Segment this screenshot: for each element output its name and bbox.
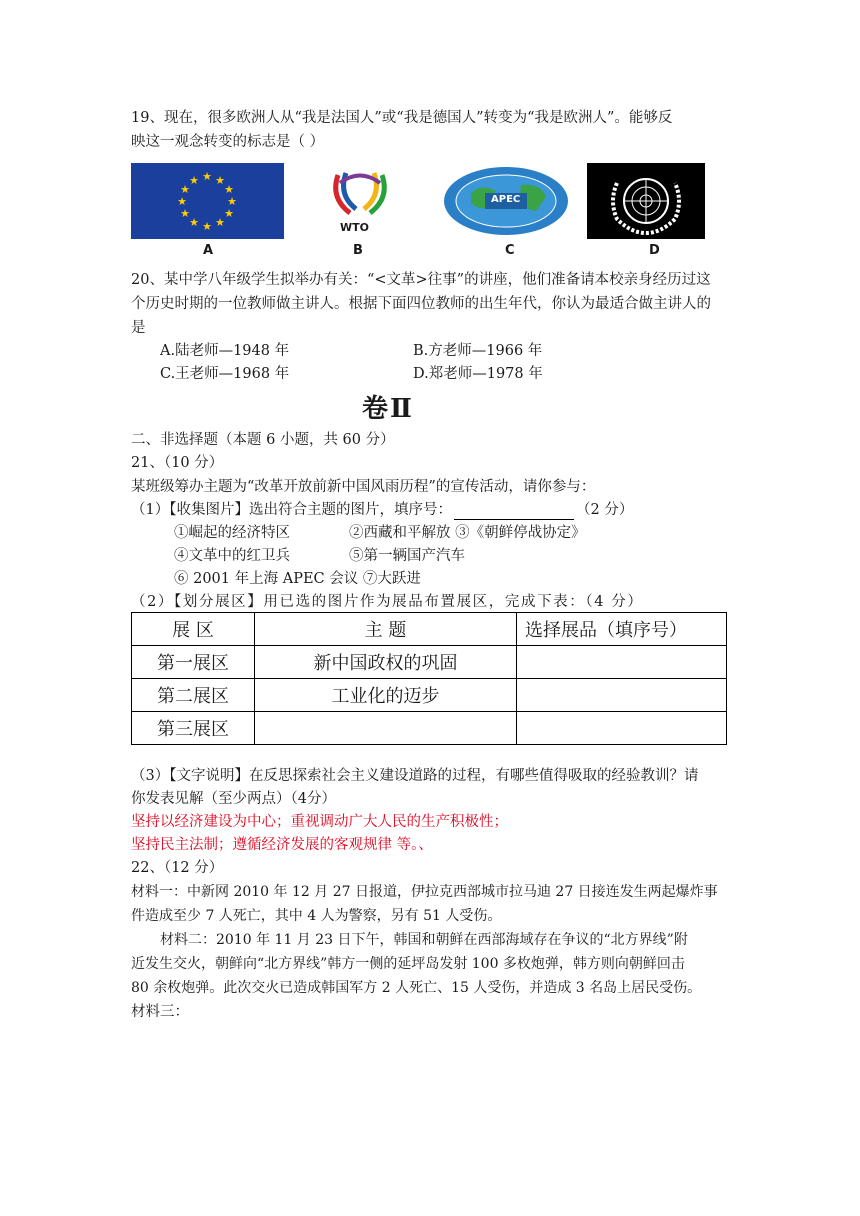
- answer-blank[interactable]: [454, 503, 574, 520]
- q21-item-5: ⑤第一辆国产汽车: [349, 548, 465, 564]
- svg-text:★: ★: [180, 207, 190, 220]
- q19-line-2: 映这一观念转变的标志是（ ）: [131, 134, 325, 150]
- q20-line-2: 个历史时期的一位教师做主讲人。根据下面四位教师的出生年代，你认为最适合做主讲人的: [131, 296, 711, 312]
- q21-item-6-7: ⑥ 2001 年上海 APEC 会议 ⑦大跃进: [174, 571, 421, 587]
- q22-material-1-line-1: 材料一：中新网 2010 年 12 月 27 日报道，伊拉克西部城市拉马迪 27 日接连发生两起爆炸事: [131, 884, 718, 900]
- option-d-caption: D: [649, 243, 660, 258]
- un-emblem-image: [587, 163, 705, 239]
- q21-item-4: ④文革中的红卫兵: [174, 548, 290, 564]
- q21-heading: 21、（10 分）: [131, 455, 224, 471]
- q22-material-3: 材料三：: [131, 1004, 189, 1020]
- wto-logo-text: WTO: [340, 221, 369, 234]
- wto-logo-image: [310, 163, 410, 239]
- eu-flag-image: [131, 163, 284, 239]
- table-answer-cell[interactable]: [517, 712, 727, 745]
- q21-part1: [131, 500, 633, 520]
- apec-logo-text: APEC: [491, 194, 521, 205]
- table-cell: 第三展区: [132, 712, 255, 745]
- svg-text:★: ★: [224, 207, 234, 220]
- q21-intro: 某班级筹办主题为“改革开放前新中国风雨历程”的宣传活动，请你参与：: [131, 479, 596, 495]
- svg-text:★: ★: [202, 220, 212, 233]
- section-header: 二、非选择题（本题 6 小题，共 60 分）: [131, 432, 395, 448]
- q22-material-1-line-2: 件造成至少 7 人死亡，其中 4 人为警察，另有 51 人受伤。: [131, 908, 502, 924]
- svg-text:★: ★: [180, 183, 190, 196]
- svg-text:★: ★: [177, 195, 187, 208]
- q21-item-1: ①崛起的经济特区: [174, 525, 290, 541]
- svg-text:★: ★: [189, 216, 199, 229]
- svg-text:★: ★: [202, 170, 212, 183]
- svg-text:★: ★: [215, 174, 225, 187]
- table-cell[interactable]: [255, 712, 517, 745]
- eu-stars-icon: [131, 163, 284, 239]
- exhibit-table: [131, 612, 727, 745]
- q21-part3-line-1: （3）【文字说明】在反思探索社会主义建设道路的过程，有哪些值得吸取的经验教训？请: [131, 768, 699, 784]
- q20-option-c: C.王老师—1968 年: [160, 366, 290, 382]
- q22-heading: 22、（12 分）: [131, 860, 224, 876]
- svg-text:★: ★: [227, 195, 237, 208]
- table-answer-cell[interactable]: [517, 646, 727, 679]
- q21-item-2-3: ②西藏和平解放 ③《朝鲜停战协定》: [349, 525, 586, 541]
- un-globe-icon: [587, 163, 705, 239]
- table-row: [132, 712, 727, 745]
- answer-line-2: 坚持民主法制；遵循经济发展的客观规律 等。、: [131, 837, 433, 853]
- option-b-caption: B: [353, 243, 363, 258]
- table-row: [132, 646, 727, 679]
- q21-part1-prompt: （1）【收集图片】选出符合主题的图片，填序号：: [131, 502, 452, 518]
- section-title: 卷Ⅱ: [362, 394, 414, 424]
- table-row: [132, 679, 727, 712]
- q20-option-b: B.方老师—1966 年: [413, 343, 543, 359]
- q21-part2: （2）【划分展区】用已选的图片作为展品布置展区，完成下表：（4 分）: [131, 594, 644, 610]
- q20-option-a: A.陆老师—1948 年: [160, 343, 290, 359]
- q21-part3-line-2: 你发表见解（至少两点）（4分）: [131, 791, 336, 807]
- table-answer-cell[interactable]: [517, 679, 727, 712]
- q22-material-2-line-2: 近发生交火，朝鲜向“北方界线”韩方一侧的延坪岛发射 100 多枚炮弹，韩方则向朝鲜回击: [131, 956, 685, 972]
- table-header-cell: 选择展品（填序号）: [517, 613, 727, 646]
- svg-text:★: ★: [224, 183, 234, 196]
- table-cell: 第一展区: [132, 646, 255, 679]
- table-header-row: [132, 613, 727, 646]
- table-cell: 第二展区: [132, 679, 255, 712]
- q22-material-2-line-3: 80 余枚炮弹。此次交火已造成韩国军方 2 人死亡、15 人受伤，并造成 3 名岛上居民受伤。: [131, 980, 702, 996]
- option-c-caption: C: [505, 243, 515, 258]
- table-cell: 工业化的迈步: [255, 679, 517, 712]
- table-header-cell: 展 区: [132, 613, 255, 646]
- q21-part1-score: （2 分）: [575, 502, 634, 518]
- q20-option-d: D.郑老师—1978 年: [413, 366, 543, 382]
- apec-logo-image: [441, 163, 571, 239]
- q20-line-1: 20、某中学八年级学生拟举办有关：“<文革>往事”的讲座，他们准备请本校亲身经历过这: [131, 272, 711, 288]
- q19-line-1: 19、现在，很多欧洲人从“我是法国人”或“我是德国人”转变为“我是欧洲人”。能够反: [131, 110, 673, 126]
- svg-text:★: ★: [189, 174, 199, 187]
- table-header-cell: 主 题: [255, 613, 517, 646]
- svg-text:★: ★: [215, 216, 225, 229]
- option-a-caption: A: [203, 243, 214, 258]
- answer-line-1: 坚持以经济建设为中心；重视调动广大人民的生产积极性；: [131, 814, 508, 830]
- table-cell: 新中国政权的巩固: [255, 646, 517, 679]
- q20-line-3: 是: [131, 320, 146, 336]
- q22-material-2-line-1: 材料二：2010 年 11 月 23 日下午，韩国和朝鲜在西部海域存在争议的“北方界线”附: [160, 932, 688, 948]
